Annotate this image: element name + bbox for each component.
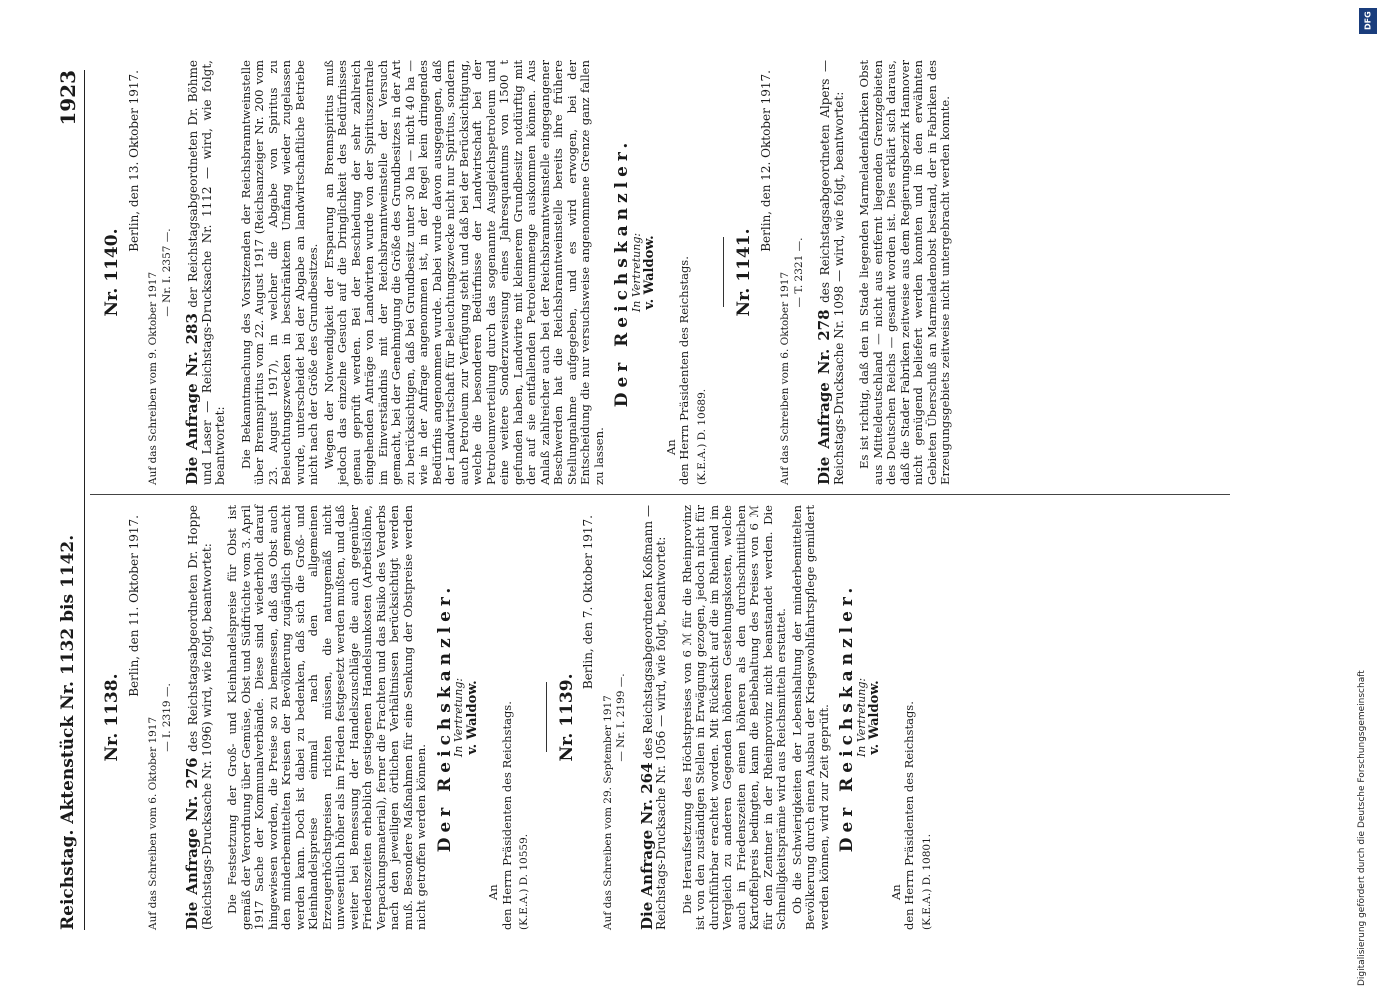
- address-block: [890, 505, 935, 930]
- page-header: [58, 70, 85, 930]
- file-number: (K.E.A.) D. 10801.: [920, 833, 933, 930]
- address-block: [487, 505, 532, 930]
- body-text: Es ist richtig, daß den in Stade liegenden Marmeladenfabriken Obst aus Mitteldeutschland — nicht aus entfernt liegenden Grenzgebieten des Deutschen Reichs — gesandt worden ist. Dies erklärt sich daraus, daß die Stader Fabriken zeitweise aus dem Regierungsbezirk Hannover nicht genügend beliefert werden konnten und in den erwähnten Gebieten Überschuß an Marmeladenobst bestand, der in Fabriken des Erzeugungsgebiets zeitweise nicht untergebracht werden konnte.: [857, 60, 952, 485]
- reference-number: — Nr. I. 2199 —.: [615, 673, 627, 762]
- section-1141: [734, 60, 953, 485]
- section-date: Berlin, den 12. Oktober 1917.: [758, 70, 773, 252]
- anfrage-lead: Die Anfrage Nr. 264: [637, 762, 656, 930]
- file-number: (K.E.A.) D. 10689.: [695, 388, 708, 485]
- section-date: Berlin, den 11. Oktober 1917.: [126, 515, 141, 697]
- body-text: Wegen der Notwendigkeit der Ersparung an Brennspiritus muß jedoch das einzelne Gesuch auf die Dringlichkeit des Bedürfnisses genau geprüft werden. Bei der Beschiedung der sehr zahlreich eingehenden Anträge von Landwirten wurde von der Spirituszentrale im Einverständnis mit der Reichsbranntweinstelle der Versuch gemacht, bei der Genehmigung die Größe des Grundbesitzes in der Art zu berücksichtigen, daß bei Grundbesitz unter 30 ha — nicht 40 ha — wie in der Anfrage angenommen ist, in der Regel kein dringendes Bedürfnis angenommen wurde. Dabei wurde davon ausgegangen, daß der Landwirtschaft für Beleuchtungszwecke nicht nur Spiritus, sondern auch Petroleum zur Verfügung steht und daß bei der Berücksichtigung, welche die besonderen Bedürfnisse der Landwirtschaft bei der Petroleumverteilung durch das sogenannte Ausgleichspetroleum und eine weitere Sonderzuweisung eines Jahresquantums von 1500 t gefunden haben, Landwirte mit kleinerem Grundbesitz notdürftig mit der auf sie entfallenden Petroleummenge auskommen können. Aus Anlaß zahlreicher auch bei der Reichsbranntweinstelle eingegangener Beschwerden hat die Reichsbranntweinstelle bereits ihre frühere Stellungnahme aufgegeben, und es wird erwogen, bei der Entscheidung die nur versuchsweise angenommene Grenze ganz fallen zu lassen.: [321, 60, 606, 485]
- section-separator: [723, 238, 724, 308]
- section-number: Nr. 1141.: [734, 228, 754, 317]
- signature-name: v. Waldow.: [464, 680, 480, 755]
- section-1138: [102, 505, 532, 930]
- section-number: Nr. 1139.: [556, 673, 577, 762]
- signature-block: [612, 60, 657, 485]
- file-number: (K.E.A.) D. 10559.: [518, 833, 530, 930]
- reference-line: Auf das Schreiben vom 6. Oktober 1917: [147, 716, 159, 930]
- header-title: Reichstag. Aktenstück Nr. 1132 bis 1142.: [58, 534, 78, 930]
- anfrage-rest: der Reichstagsabgeordneten Dr. Böhme und Laser — Reichstags-Drucksache Nr. 1112 — wird, wie folgt, beantwortet:: [186, 60, 227, 485]
- anfrage-lead: Die Anfrage Nr. 278: [815, 309, 833, 485]
- anfrage-rest: des Reichstagsabgeordneten Alpers — Reichstags-Drucksache Nr. 1098 — wird, wie folgt, beantwortet:: [818, 60, 846, 485]
- signature-block: [837, 505, 882, 930]
- section-date: Berlin, den 7. Oktober 1917.: [581, 515, 595, 690]
- page-number: 1923: [56, 70, 80, 126]
- signature-sub: In Vertretung:: [854, 677, 868, 758]
- reference-number: — I. 2319 —.: [160, 683, 173, 752]
- reference-number: — Nr. I. 2357 —.: [160, 228, 173, 317]
- address-an: An: [663, 439, 678, 455]
- section-1140: [102, 60, 709, 485]
- signature-name: v. Waldow.: [867, 680, 882, 755]
- anfrage-heading: [637, 505, 669, 930]
- section-separator: [546, 683, 547, 753]
- reference-line: Auf das Schreiben vom 29. September 1917: [601, 695, 614, 930]
- signature-title: Der Reichskanzler.: [612, 137, 632, 408]
- reference-number: — T. 2321 —.: [792, 237, 805, 308]
- left-column: [100, 505, 934, 930]
- address-recipient: den Herrn Präsidenten des Reichstags.: [902, 701, 916, 930]
- anfrage-rest: des Reichstagsabgeordneten Koßmann — Reichstags-Drucksache Nr. 1056 — wird, wie folgt, beantwortet:: [640, 505, 668, 930]
- body-text: Die Bekanntmachung des Vorsitzenden der Reichsbranntweinstelle über Brennspiritus vom 22. August 1917 (Reichsanzeiger Nr. 200 vom 23. August 1917), in welcher die Abgabe von Spiritus zu Beleuchtungszwecken in beschränktem Umfang wieder zugelassen wurde, unterscheidet bei der Abgabe an landwirtschaftliche Betriebe nicht nach der Größe des Grundbesitzes.: [238, 60, 320, 485]
- signature-block: [434, 505, 480, 930]
- signature-title: Der Reichskanzler.: [434, 582, 455, 853]
- body-text: Die Festsetzung der Groß- und Kleinhandelspreise für Obst ist gemäß der Verordnung über Gemüse, Obst und Südfrüchte vom 3. April 1917 Sache der Kommunalverbände. Diese sind wiederholt darauf hingewiesen worden, die Preise so zu bemessen, daß das Obst auch den minderbemittelten Kreisen der Bevölkerung zugänglich gemacht werden kann. Doch ist dabei zu bedenken, daß sich die Groß- und Kleinhandelspreise einmal nach den allgemeinen Erzeugerhöchstpreisen richten müssen, die naturgemäß nicht unwesentlich höher als im Frieden festgesetzt werden mußten, und daß weiter bei Bemessung der Handelszuschläge die auch gegenüber Friedenszeiten erheblich gestiegenen Handelsunkosten (Arbeitslöhne, Verpackungsmaterial), ferner die Frachten und das Risiko des Verderbs nach den jeweiligen örtlichen Verhältnissen berücksichtigt werden muß. Besondere Maßnahmen für eine Senkung der Obstpreise werden nicht getroffen werden können.: [225, 505, 428, 930]
- anfrage-heading: [183, 505, 214, 930]
- column-divider: [90, 494, 1230, 495]
- address-an: An: [888, 884, 903, 900]
- anfrage-lead: Die Anfrage Nr. 276: [183, 757, 201, 930]
- signature-name: v. Waldow.: [642, 235, 657, 310]
- signature-sub: In Vertretung:: [452, 677, 465, 758]
- section-1139: [556, 505, 935, 930]
- reference-line: Auf das Schreiben vom 9. Oktober 1917: [147, 271, 159, 485]
- right-column: [100, 60, 955, 485]
- anfrage-heading: [815, 60, 846, 485]
- anfrage-heading: [183, 60, 228, 485]
- address-block: [665, 60, 710, 485]
- anfrage-rest: des Reichstagsabgeordneten Dr. Hoppe (Reichstags-Drucksache Nr. 1096) wird, wie folgt, beantwortet:: [186, 505, 214, 930]
- dfg-funding-note: Digitalisierung gefördert durch die Deutsche Forschungsgemeinschaft: [1357, 670, 1367, 986]
- address-recipient: den Herrn Präsidenten des Reichstags.: [499, 701, 514, 930]
- body-text: Ob die Schwierigkeiten der Lebenshaltung der minderbemittelten Bevölkerung durch einen Ausbau der Kriegswohlfahrtspflege gemildert werden können, wird zur Zeit geprüft.: [789, 505, 831, 930]
- address-an: An: [486, 884, 500, 900]
- address-recipient: den Herrn Präsidenten des Reichstags.: [677, 256, 691, 485]
- signature-title: Der Reichskanzler.: [837, 582, 857, 853]
- signature-sub: In Vertretung:: [629, 232, 643, 313]
- reference-line: Auf das Schreiben vom 6. Oktober 1917: [779, 271, 791, 485]
- body-text: Die Heraufsetzung des Höchstpreises von 6 ℳ für die Rheinprovinz ist von den zuständigen Stellen in Erwägung gezogen, jedoch nicht für durchführbar erachtet worden. Mit Rücksicht auf die im Rheinland im Vergleich zu anderen Gegenden höheren Gestehungskosten, welche auch in Friedenszeiten einen höheren als den durchschnittlichen Kartoffelpreis bedingten, kann die Beibehaltung des Preises von 6 ℳ für den Zentner in der Rheinprovinz nicht beanstandet werden. Die Schnelligkeitsprämie wird aus Reichsmitteln erstattet.: [679, 505, 788, 930]
- section-number: Nr. 1140.: [102, 228, 122, 317]
- anfrage-lead: Die Anfrage Nr. 283: [183, 313, 201, 485]
- section-date: Berlin, den 13. Oktober 1917.: [126, 70, 141, 252]
- section-number: Nr. 1138.: [102, 673, 122, 762]
- dfg-logo: DFG: [1359, 8, 1377, 34]
